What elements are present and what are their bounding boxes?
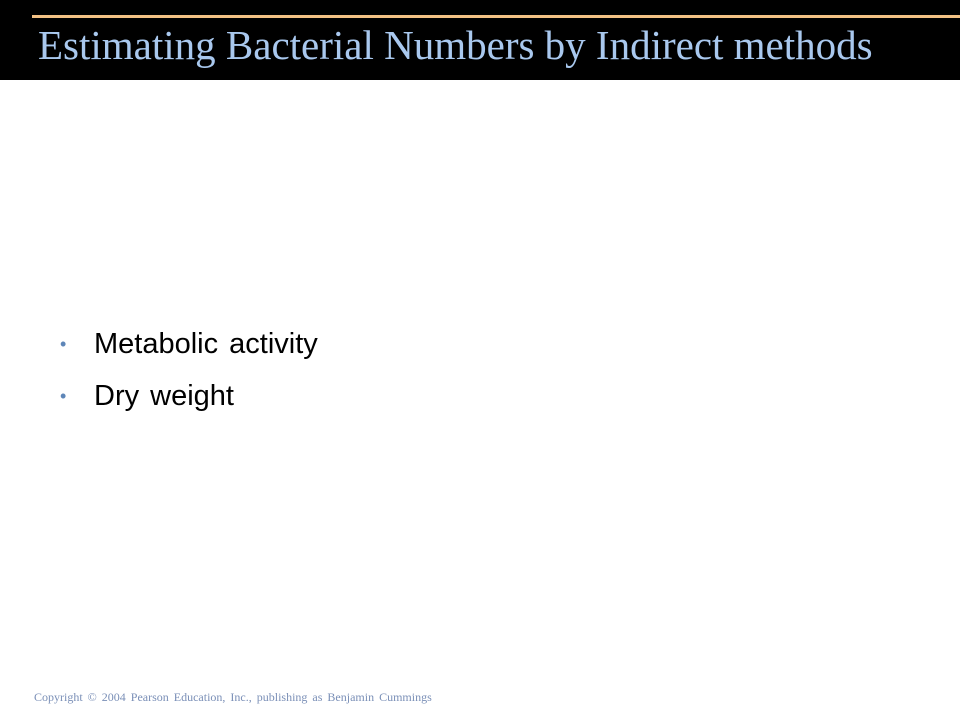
bullet-item-dry-weight [60, 370, 318, 422]
bullet-item-metabolic-activity [60, 318, 318, 370]
bullet-dot-icon: • [60, 386, 67, 406]
bullet-list [60, 318, 318, 422]
copyright-notice: Copyright © 2004 Pearson Education, Inc., publishing as Benjamin Cummings [34, 690, 432, 704]
bullet-dot-icon: • [60, 334, 67, 354]
slide-title: Estimating Bacterial Numbers by Indirect methods [38, 22, 873, 68]
title-bar [0, 0, 960, 80]
bullet-label: Metabolic activity [94, 327, 318, 360]
bullet-label: Dry weight [94, 379, 234, 412]
